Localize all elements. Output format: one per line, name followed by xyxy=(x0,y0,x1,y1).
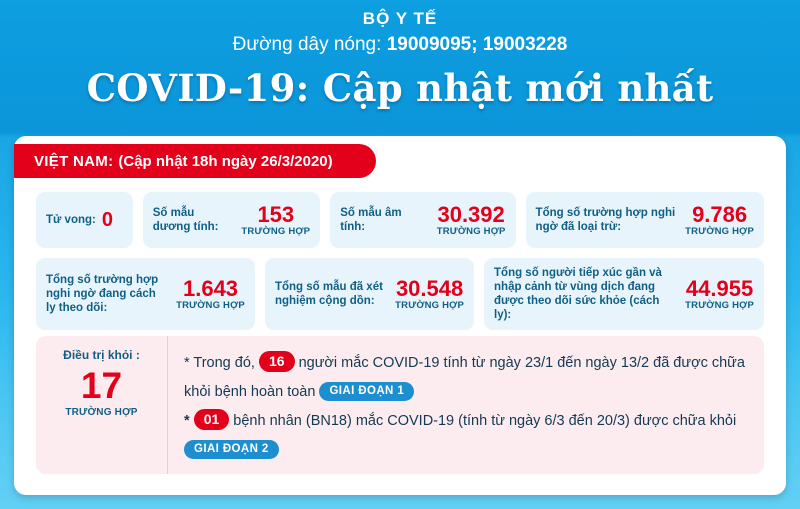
recovered-line-2-part-2: bệnh nhân (BN18) mắc COVID-19 (tính từ ngày 6/3 đến 20/3) được chữa khỏi xyxy=(233,413,737,429)
stat-negative-label: Số mẫu âm tính: xyxy=(340,207,402,233)
stat-deaths xyxy=(36,192,133,248)
stat-contacts-monitored xyxy=(484,258,764,330)
stat-contacts-monitored-unit: TRƯỜNG HỢP xyxy=(685,299,754,311)
recovered-title: Điều trị khỏi : xyxy=(63,348,140,362)
vietnam-label: VIỆT NAM: xyxy=(34,152,114,170)
recovered-unit: TRƯỜNG HỢP xyxy=(65,407,138,418)
recovered-line-2 xyxy=(184,407,752,465)
update-timestamp: (Cập nhật 18h ngày 26/3/2020) xyxy=(118,152,333,170)
stat-negative-value-group xyxy=(437,203,506,238)
stat-negative-unit: TRƯỜNG HỢP xyxy=(436,225,506,237)
stat-total-tests xyxy=(265,258,474,330)
stat-isolated-suspected-label: Tổng số trường hợp nghi ngờ đang cách ly theo dõi: xyxy=(46,274,159,314)
stat-deaths-label: Tử vong: xyxy=(46,214,96,226)
recovered-line-1-part-2: người mắc COVID-19 tính từ ngày 23/1 đến ngày 13/2 đã được chữa khỏi bệnh hoàn toàn xyxy=(184,355,745,400)
stat-suspected-excluded-value-group xyxy=(685,203,754,238)
stat-total-tests-unit: TRƯỜNG HỢP xyxy=(395,299,465,311)
vietnam-update-banner xyxy=(14,144,376,178)
stat-isolated-suspected-value: 1.643 xyxy=(182,275,239,301)
hotline-line xyxy=(0,30,800,60)
stat-positive-value-group xyxy=(241,203,310,238)
stage-1-badge: GIAI ĐOẠN 1 xyxy=(319,382,414,401)
stat-suspected-excluded-label: Tổng số trường hợp nghi ngờ đã loại trừ: xyxy=(535,207,676,233)
poster-header xyxy=(0,0,800,112)
recovered-summary xyxy=(36,336,168,474)
stat-contacts-monitored-value-group xyxy=(685,277,754,312)
stat-positive-unit: TRƯỜNG HỢP xyxy=(241,225,311,237)
stat-isolated-suspected-unit: TRƯỜNG HỢP xyxy=(176,299,245,311)
stats-row-1 xyxy=(36,192,764,248)
recovered-value: 17 xyxy=(80,365,123,406)
stat-total-tests-value-group xyxy=(395,277,464,312)
stat-positive-value: 153 xyxy=(257,201,295,227)
stat-isolated-suspected-value-group xyxy=(176,277,245,312)
recovered-details xyxy=(168,336,764,474)
stats-card xyxy=(14,136,786,495)
stat-isolated-suspected xyxy=(36,258,255,330)
recovered-line-1-badge: 16 xyxy=(259,351,295,372)
stat-deaths-value: 0 xyxy=(101,208,113,231)
stat-contacts-monitored-label: Tổng số người tiếp xúc gần và nhập cảnh từ vùng dịch đang được theo dõi sức khỏe (cách ly): xyxy=(494,267,662,321)
recovered-line-2-badge: 01 xyxy=(194,409,230,430)
stat-positive-label: Số mẫu dương tính: xyxy=(152,207,219,233)
recovered-line-1 xyxy=(184,349,752,407)
stat-contacts-monitored-value: 44.955 xyxy=(685,275,754,301)
hotline-label: Đường dây nóng: xyxy=(232,34,382,55)
stat-suspected-excluded xyxy=(526,192,764,248)
hotline-numbers: 19009095; 19003228 xyxy=(386,34,568,55)
stat-suspected-excluded-unit: TRƯỜNG HỢP xyxy=(685,225,755,237)
page-title: COVID-19: Cập nhật mới nhất xyxy=(86,66,714,110)
ministry-title: BỘ Y TẾ xyxy=(362,9,438,28)
stats-row-2 xyxy=(36,258,764,330)
stat-negative xyxy=(330,192,515,248)
stage-2-badge: GIAI ĐOẠN 2 xyxy=(184,440,279,459)
stat-total-tests-label: Tổng số mẫu đã xét nghiệm cộng dồn: xyxy=(274,281,383,307)
stat-positive xyxy=(143,192,320,248)
stat-total-tests-value: 30.548 xyxy=(395,275,464,301)
bottom-strip xyxy=(0,495,800,509)
recovered-line-2-part-1: * xyxy=(184,413,190,429)
recovered-panel xyxy=(36,336,764,474)
stats-rows xyxy=(36,192,764,330)
stat-suspected-excluded-value: 9.786 xyxy=(692,201,748,227)
stat-negative-value: 30.392 xyxy=(437,201,505,227)
recovered-line-1-part-1: * Trong đó, xyxy=(184,355,255,371)
